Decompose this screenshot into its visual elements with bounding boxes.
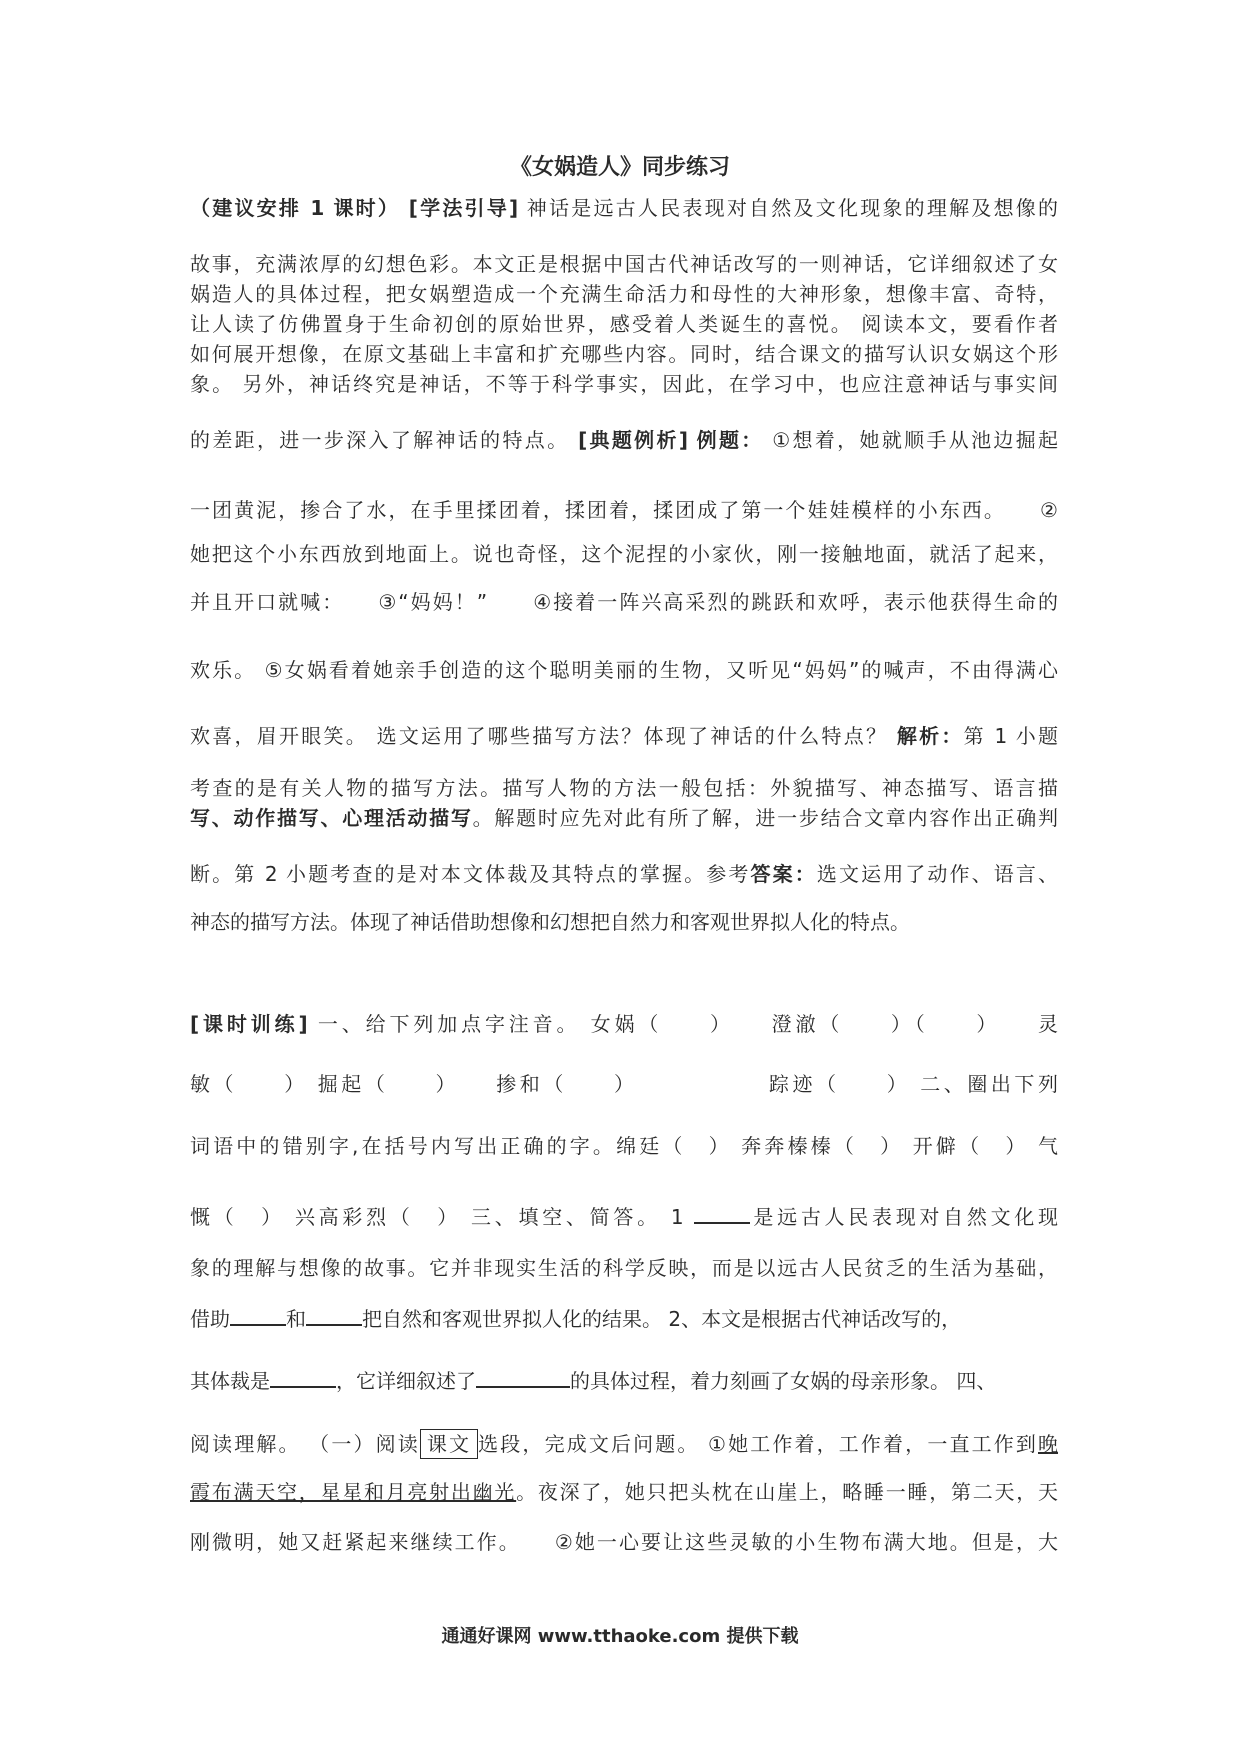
emphasis-text: 写、动作描写、心理活动描写 xyxy=(190,806,473,830)
text-line: 故事，充满浓厚的幻想色彩。本文正是根据中国古代神话改写的一则神话，它详细叙述了女 xyxy=(190,252,1058,276)
text-line xyxy=(190,1010,1058,1038)
text-span: 借助 xyxy=(190,1307,230,1331)
text-line: 娲造人的具体过程，把女娲塑造成一个充满生命活力和母性的大神形象，想像丰富、奇特， xyxy=(190,282,1058,306)
text-line: 让人读了仿佛置身于生命初创的原始世界，感受着人类诞生的喜悦。 阅读本文，要看作者 xyxy=(190,312,1058,336)
fill-blank xyxy=(476,1366,570,1388)
text-line xyxy=(190,1430,1058,1458)
text-span: 和 xyxy=(286,1307,306,1331)
text-line xyxy=(190,194,1058,222)
text-line: 欢乐。 ⑤女娲看着她亲手创造的这个聪明美丽的生物，又听见“妈妈”的喊声，不由得满心 xyxy=(190,658,1058,682)
text-line xyxy=(190,1304,1058,1333)
text-span: 的差距，进一步深入了解神话的特点。 xyxy=(190,428,570,452)
text-span: 。夜深了，她只把头枕在山崖上，略睡一睡，第二天，天 xyxy=(516,1480,1059,1504)
text-span: 选文运用了动作、语言、 xyxy=(816,862,1059,886)
text-line xyxy=(190,722,1058,750)
example-label: 例题： xyxy=(696,428,764,452)
boxed-word: 课文 xyxy=(420,1429,478,1459)
section-label-example: [典题例析] xyxy=(578,428,688,452)
text-line xyxy=(190,426,1058,454)
text-line xyxy=(190,860,1058,888)
page-title: 《女娲造人》同步练习 xyxy=(509,155,730,180)
text-line: 神态的描写方法。体现了神话借助想像和幻想把自然力和客观世界拟人化的特点。 xyxy=(190,910,910,934)
text-line xyxy=(190,1366,1058,1395)
section-label-study-guide: [学法引导] xyxy=(408,196,519,220)
fill-blank xyxy=(306,1304,362,1326)
underlined-text: 霞布满天空，星星和月亮射出幽光 xyxy=(190,1480,517,1504)
text-span: ，它详细叙述了 xyxy=(336,1369,476,1393)
text-span: 把自然和客观世界拟人化的结果。 2、本文是根据古代神话改写的， xyxy=(362,1307,962,1331)
text-span: 是远古人民表现对自然文化现 xyxy=(749,1205,1059,1229)
text-span: 一、给下列加点字注音。 女娲（ ） 澄澈（ ）（ ） 灵 xyxy=(317,1012,1059,1036)
fill-blank xyxy=(694,1202,750,1224)
text-span: 慨（ ） 兴高彩烈（ ） 三、填空、简答。 1 xyxy=(190,1205,694,1229)
text-line: 一团黄泥，掺合了水，在手里揉团着，揉团着，揉团成了第一个娃娃模样的小东西。 ② xyxy=(190,498,1058,522)
text-span: 第 1 小题 xyxy=(963,724,1059,748)
text-span: ①想着，她就顺手从池边掘起 xyxy=(772,428,1059,452)
text-span: 阅读理解。 （一）阅读 xyxy=(190,1432,420,1456)
fill-blank xyxy=(270,1366,336,1388)
text-line: 考查的是有关人物的描写方法。描写人物的方法一般包括：外貌描写、神态描写、语言描 xyxy=(190,776,1058,800)
text-line: 并且开口就喊： ③“妈妈！” ④接着一阵兴高采烈的跳跃和欢呼，表示他获得生命的 xyxy=(190,590,1058,614)
text-line xyxy=(190,1202,1058,1231)
footer-text: 通通好课网 www.tthaoke.com 提供下载 xyxy=(441,1626,799,1647)
fill-blank xyxy=(230,1304,286,1326)
text-span: 的具体过程，着力刻画了女娲的母亲形象。 四、 xyxy=(570,1369,997,1393)
text-span: 欢喜，眉开眼笑。 选文运用了哪些描写方法？体现了神话的什么特点？ xyxy=(190,724,889,748)
text-span: 断。第 2 小题考查的是对本文体裁及其特点的掌握。参考 xyxy=(190,862,751,886)
text-line: 如何展开想像，在原文基础上丰富和扩充哪些内容。同时，结合课文的描写认识女娲这个形 xyxy=(190,342,1058,366)
text-line xyxy=(190,804,1058,832)
text-span: 神话是远古人民表现对自然及文化现象的理解及想像的 xyxy=(526,196,1059,220)
answer-label: 答案： xyxy=(750,862,817,886)
analysis-label: 解析： xyxy=(896,724,964,748)
underlined-text: 晚 xyxy=(1038,1432,1059,1456)
text-span: 。解题时应先对此有所了解，进一步结合文章内容作出正确判 xyxy=(472,806,1059,830)
text-line: 敏（ ） 掘起（ ） 掺和（ ） 踪迹（ ） 二、圈出下列 xyxy=(190,1072,1058,1096)
text-line xyxy=(190,1478,1058,1506)
section-label-practice: [课时训练] xyxy=(190,1012,308,1036)
text-line: 象的理解与想像的故事。它并非现实生活的科学反映，而是以远古人民贫乏的生活为基础， xyxy=(190,1256,1058,1280)
text-span: 其体裁是 xyxy=(190,1369,270,1393)
text-line: 她把这个小东西放到地面上。说也奇怪，这个泥捏的小家伙，刚一接触地面，就活了起来， xyxy=(190,542,1058,566)
lesson-hint: （建议安排 1 课时） xyxy=(190,196,401,220)
text-line: 刚微明，她又赶紧起来继续工作。 ②她一心要让这些灵敏的小生物布满大地。但是，大 xyxy=(190,1530,1058,1554)
text-span: 选段，完成文后问题。 ①她工作着，工作着，一直工作到 xyxy=(478,1432,1039,1456)
text-line: 象。 另外，神话终究是神话，不等于科学事实，因此，在学习中，也应注意神话与事实间 xyxy=(190,372,1058,396)
text-line: 词语中的错别字,在括号内写出正确的字。绵廷（ ） 奔奔榛榛（ ） 开僻（ ） 气 xyxy=(190,1134,1058,1158)
